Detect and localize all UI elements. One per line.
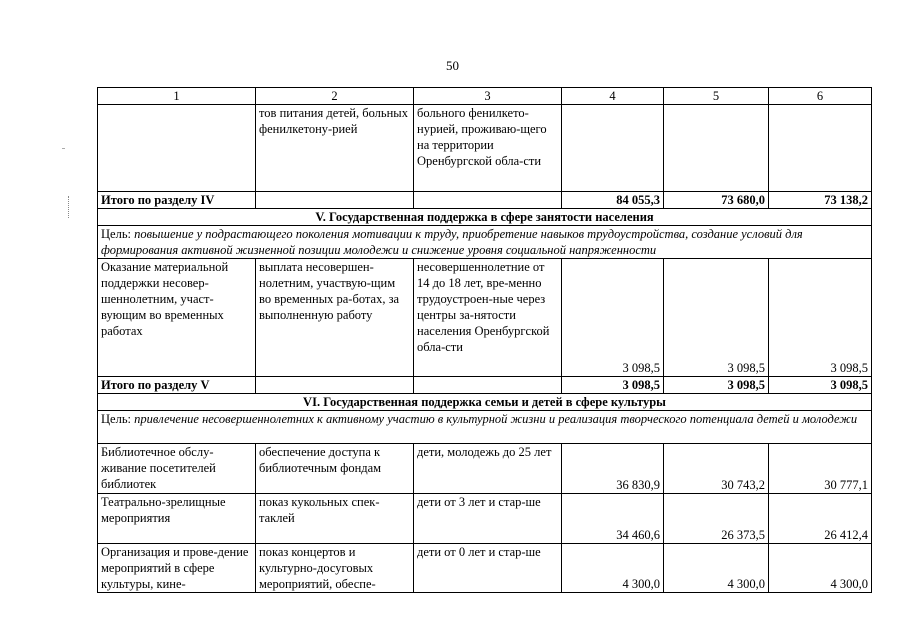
cell-activity: Театрально-зрелищные мероприятия [98,494,256,544]
header-row [98,88,872,105]
cell-value [562,105,664,192]
cell-activity: Библиотечное обслу-живание посетителей библиотек [98,444,256,494]
total-value: 73 138,2 [769,192,872,209]
cell-value: 3 098,5 [664,259,769,377]
total-row-iv [98,192,872,209]
total-value: 3 098,5 [769,377,872,394]
cell-value: 3 098,5 [562,259,664,377]
cell-value: 30 777,1 [769,444,872,494]
cell-recipients: больного фенилкето-нурией, проживаю-щего на территории Оренбургской обла-сти [414,105,562,192]
cell-activity: Организация и прове-дение мероприятий в сфере культуры, кине- [98,544,256,593]
scan-margin-marks [68,196,71,218]
header-col-4: 4 [562,88,664,105]
cell-value: 36 830,9 [562,444,664,494]
total-row-v [98,377,872,394]
total-label: Итого по разделу IV [98,192,256,209]
cell-value: 4 300,0 [664,544,769,593]
header-col-3: 3 [414,88,562,105]
empty-cell [256,192,414,209]
cell-value: 30 743,2 [664,444,769,494]
cell-activity: Оказание материальной поддержки несовер-шеннолетним, участ-вующим во временных работах [98,259,256,377]
header-col-2: 2 [256,88,414,105]
section-title: VI. Государственная поддержка семьи и детей в сфере культуры [98,394,872,411]
goal-lead: Цель: [101,227,135,241]
cell-value [664,105,769,192]
section-goal-vi [98,411,872,444]
table-row [98,105,872,192]
table-row [98,259,872,377]
cell-value: 4 300,0 [769,544,872,593]
total-value: 84 055,3 [562,192,664,209]
section-goal [98,411,872,444]
cell-content: тов питания детей, больных фенилкетону-рией [256,105,414,192]
cell-content: обеспечение доступа к библиотечным фондам [256,444,414,494]
header-col-6: 6 [769,88,872,105]
cell-value: 3 098,5 [769,259,872,377]
goal-text: привлечение несовершеннолетних к активному участию в культурной жизни и реализация творческого потенциала детей и молодежи [134,412,858,426]
cell-value: 4 300,0 [562,544,664,593]
total-value: 3 098,5 [664,377,769,394]
total-value: 3 098,5 [562,377,664,394]
page-number: 50 [446,58,459,73]
section-goal-v [98,226,872,259]
cell-value: 26 412,4 [769,494,872,544]
cell-recipients: дети, молодежь до 25 лет [414,444,562,494]
table-row [98,494,872,544]
goal-lead: Цель: [101,412,135,426]
cell-content: показ концертов и культурно-досуговых мероприятий, обеспе- [256,544,414,593]
scan-mark [62,148,65,149]
section-title: V. Государственная поддержка в сфере занятости населения [98,209,872,226]
cell-value [769,105,872,192]
header-col-5: 5 [664,88,769,105]
empty-cell [414,377,562,394]
cell-recipients: несовершеннолетние от 14 до 18 лет, вре-менно трудоустроен-ные через центры за-нятости населения Оренбургской обла-сти [414,259,562,377]
cell-value: 34 460,6 [562,494,664,544]
cell-recipients: дети от 3 лет и стар-ше [414,494,562,544]
goal-text: повышение у подрастающего поколения мотивации к труду, приобретение навыков трудоустройства, создание условий для формирования активной жизненной позиции молодежи и снижение уровня социальной напряженности [101,227,803,257]
cell-value: 26 373,5 [664,494,769,544]
budget-table [97,87,872,593]
header-col-1: 1 [98,88,256,105]
total-label: Итого по разделу V [98,377,256,394]
cell-content: выплата несовершен-нолетним, участвую-щим во временных ра-ботах, за выполненную работу [256,259,414,377]
section-goal [98,226,872,259]
total-value: 73 680,0 [664,192,769,209]
table-row [98,444,872,494]
empty-cell [414,192,562,209]
section-header-v [98,209,872,226]
cell-recipients: дети от 0 лет и стар-ше [414,544,562,593]
section-header-vi [98,394,872,411]
table-row [98,544,872,593]
cell-activity [98,105,256,192]
cell-content: показ кукольных спек-таклей [256,494,414,544]
empty-cell [256,377,414,394]
